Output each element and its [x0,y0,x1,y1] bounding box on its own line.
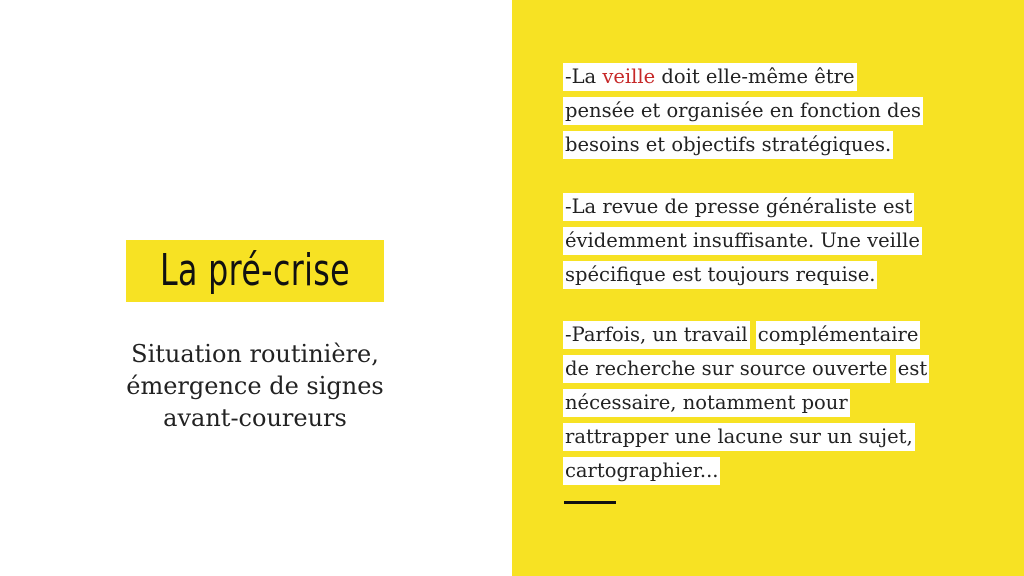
highlight-word-veille: veille [602,65,656,88]
paragraph-1-line-1-rest: doit elle-même être [655,65,855,88]
paragraph-3-line-1b: complémentaire [756,321,921,349]
subtitle-line-3: avant-coureurs [163,404,347,432]
paragraph-1-line-3: besoins et objectifs stratégiques. [563,131,893,159]
slide-subtitle [90,338,420,434]
paragraph-1-line-2: pensée et organisée en fonction des [563,97,923,125]
subtitle-line-1: Situation routinière, [131,340,379,368]
paragraph-veille [563,60,983,162]
paragraph-2-line-1: -La revue de presse généraliste est [563,193,914,221]
paragraph-3-line-2a: de recherche sur source ouverte [563,355,890,383]
paragraph-3-line-4: rattrapper une lacune sur un sujet, [563,423,915,451]
paragraph-3-line-2b: est [896,355,929,383]
paragraph-3-line-5: cartographier... [563,457,720,485]
paragraph-2-line-2: évidemment insuffisante. Une veille [563,227,922,255]
paragraph-3-line-3: nécessaire, notamment pour [563,389,850,417]
paragraph-3-line-1a: -Parfois, un travail [563,321,750,349]
title-highlight [126,240,384,302]
slide-title: La pré-crise [159,245,351,296]
paragraph-revue-de-presse [563,190,983,292]
paragraph-2-line-3: spécifique est toujours requise. [563,261,877,289]
paragraph-1-prefix: -La [565,65,603,88]
divider-rule [564,501,616,504]
paragraph-1-line-1 [563,63,857,91]
paragraph-recherche [563,318,983,488]
subtitle-line-2: émergence de signes [126,372,384,400]
